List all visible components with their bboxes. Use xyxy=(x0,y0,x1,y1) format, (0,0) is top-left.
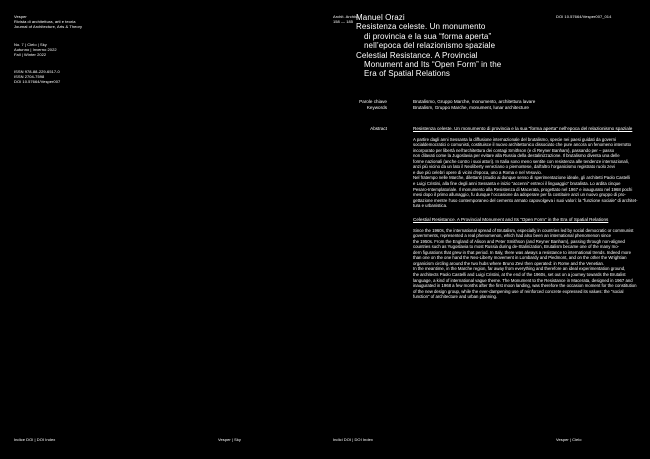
abstract-line: function” of architecture and urban planning. xyxy=(413,294,498,300)
title-line: Era of Spatial Relations xyxy=(364,69,451,79)
abstract-line: the 1950s. From the England of Alison and Peter Smithson (and Reyner Banham), passing through non-aligned xyxy=(413,238,625,244)
abstract-line: anzi più vicino da un lato il Neoliberty veneziano o piemontese, dall’altro l’organicismo registrato ruolo zevi xyxy=(413,164,615,170)
footer-left-running-title: Vesper | Sky xyxy=(218,437,241,442)
article-doi[interactable]: DOI 10.57664/Vesper007_014 xyxy=(556,14,612,19)
abstract-line: Nel fratempo nelle Marche, dilettanti (studio ai dunque senso di sperimentazione ideale, gli architetti Paolo Castelli xyxy=(413,175,631,181)
abstract-it xyxy=(413,126,643,209)
title-line: Resistenza celeste. Un monumento xyxy=(356,22,486,32)
abstract-line: the architects Paolo Castelli and Luigi Cristini, at the end of the 1960s, set out on a journey towards the Brutalist xyxy=(413,271,626,277)
abstract-line: Since the 1960s, the international spread of Brutalism, especially in countries led by social democratic or communist xyxy=(413,227,634,233)
abstract-line: gettazione mentre l’uso contemporaneo del cemento armato capovolgeva i suoi valori: la “funzione sociale” di architet- xyxy=(413,197,638,203)
page-range: 158 — 185 xyxy=(333,19,354,24)
issue-season-en: Fall | Winter 2022 xyxy=(14,52,47,57)
abstract-line: inaugurated in 1968 a few months after the first moon landing, was therefore the occasion moment for the constitution xyxy=(413,283,637,289)
footer-right-index: Indici DOI | DOI Index xyxy=(333,437,373,442)
issue-number: No. 7 | Cielo | Sky xyxy=(14,42,47,47)
journal-subtitle-en: Journal of Architecture, Arts & Theory xyxy=(14,24,83,29)
title-line: Monument and Its “Open Form” in the xyxy=(364,60,502,70)
abstract-it-heading: Resistenza celeste. Un monumento di provincia e la sua “forma aperta” nell’epoca del relazionismo spaziale xyxy=(413,126,633,131)
keywords-label-it: Parole chiave xyxy=(359,99,387,104)
journal-masthead xyxy=(14,14,134,29)
abstract-line: mesi dopo il primo allunaggio, fu dunque l’occasione da adoperare per fa costituire anzi un nuovo gruppo di pro- xyxy=(413,192,626,198)
abstract-en xyxy=(413,217,643,300)
abstract-line: than one on the one hand the Neo-Liberty movement in Lombardy and Piedmont, and on the other the Wrightian xyxy=(413,255,627,261)
abstract-line: e Luigi Cristini, alla fine degli anni Sessanta e inizio “accenni” entreoi il linguaggio” brutalista. Lo ardita cinque xyxy=(413,180,621,186)
keywords-labels xyxy=(333,99,387,110)
issue-info xyxy=(14,42,134,57)
abstract-line: socialdemocratici o comunisti, costituisce il nuovo architettonico dissociato che pure ancora un fenomeno interrotto xyxy=(413,142,632,148)
abstract-line: governments, represented a real phenomenon, which had also been an international phenomenon since xyxy=(413,233,612,239)
author-name: Manuel Orazi xyxy=(356,13,405,22)
section-name: Archit. Archivi xyxy=(333,14,358,19)
keywords-en: Brutalism, Gruppo Marche, monument, lunar architecture xyxy=(413,104,529,110)
journal-name: Vesper xyxy=(14,14,27,19)
abstract-line: A partire dagli anni Sessanta la diffusione internazionale del brutalismo, specie nei paesi guidati da governi xyxy=(413,136,616,142)
abstract-line: forme nazionali (anche contro i suoi attori). In Italia sono meno sentite con resistenza alle tendenze internazionali, xyxy=(413,158,629,164)
abstract-line: organicism circling around the two hubs where Bruno Zevi then operated: in Rome and the Venetian. xyxy=(413,260,605,266)
issn-print: ISSN 978-88-229-6517-0 xyxy=(14,69,60,74)
identifiers xyxy=(14,69,134,84)
journal-subtitle-it: Rivista di architettura, arti e teoria xyxy=(14,19,76,24)
article-heading xyxy=(356,13,536,79)
keywords-values xyxy=(413,99,643,110)
keywords-it: Brutalismo, Gruppo Marche, monumento, architettura lavare xyxy=(413,99,536,104)
title-line: di provincia e la sua “forma aperta” xyxy=(364,31,492,41)
abstract-line: dern figurations that grew in that period. In Italy, there was always a resistance to international trends. Indeed more xyxy=(413,249,631,255)
abstract-line: e due più celebri opere di vicini d’epoca, uno a Roma e nel Vesuvio. xyxy=(413,169,542,175)
abstract-it-body xyxy=(413,137,643,209)
abstract-line: In the meantime, in the Marche region, far away from everything and therefore an ideal experimentation ground, xyxy=(413,266,626,272)
abstract-line: Pesaro-Intemplatoriale. Il monumento alla Resistenza di Macerata, progettato nel 1967 e inaugurato nel 1968 pochi xyxy=(413,186,633,192)
abstract-en-body xyxy=(413,228,643,300)
title-line: Celestial Resistance. A Provincial xyxy=(356,50,478,60)
issue-season-it: Autunno | Inverno 2022 xyxy=(14,47,57,52)
journal-doi: DOI 10.57664/Vesper007 xyxy=(14,79,61,84)
abstract-line: language, a kind of international vague theme. The Monument to the Resistance in Macerata, designed in 1967 and xyxy=(413,277,633,283)
footer-left-index: Indice DOI | DOI Index xyxy=(14,437,56,442)
title-line: nell’epoca del relazionismo spaziale xyxy=(364,41,496,51)
abstract-line: of the new design group, while the ever-dampening use of reinforced concrete expressed its values: the “social xyxy=(413,288,624,294)
issn-online: ISSN 2704-7598 xyxy=(14,74,45,79)
abstract-en-heading: Celestial Resistance. A Provincial Monument and Its “Open Form” in the Era of Spatial Relations xyxy=(413,217,609,222)
footer-right-running-title: Vesper | Cielo xyxy=(556,437,582,442)
abstract-label: Abstract xyxy=(370,126,387,131)
keywords-label-en: Keywords xyxy=(366,104,387,110)
abstract-line: incorporato per libertà nell’architettura dei contagi Smithson (e di Reyner Banham), passando per – passo xyxy=(413,147,615,153)
abstract-line: tura e urbanistica. xyxy=(413,203,448,209)
abstract-line: non dilavati come la Jugoslavia per evitare alla Russia della destalinizzazione. Il brutalismo diventa una delle xyxy=(413,153,620,159)
abstract-line: countries such as Yugoslavia to most Russia during de-Stalinization, Brutalism became one of the many mo- xyxy=(413,244,620,250)
